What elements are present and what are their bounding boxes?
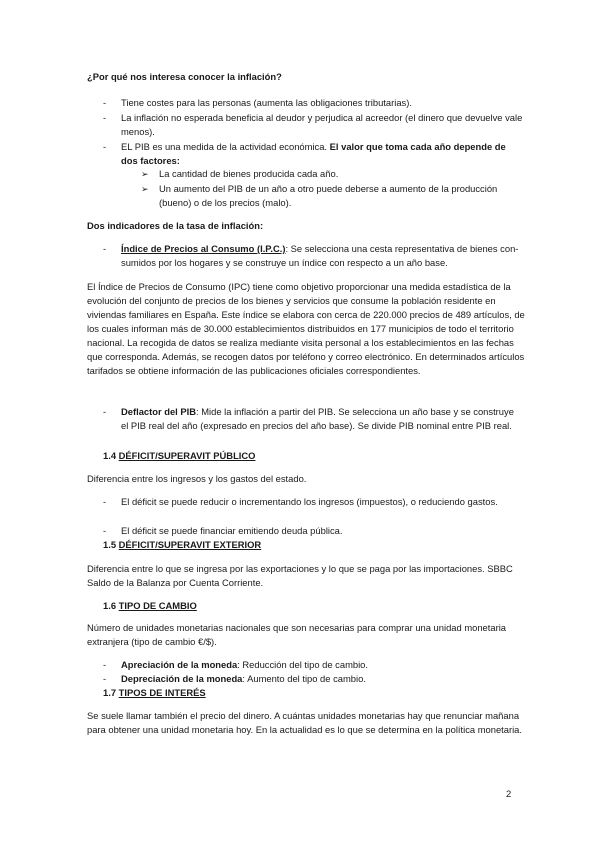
bullet-dash: - bbox=[103, 525, 107, 536]
section-title: TIPO DE CAMBIO bbox=[118, 600, 197, 611]
sec17-text: Se suele llamar también el precio del dinero. A cuántas unidades monetarias hay que renunciar mañana para obtener una unidad monetaria hoy. En la actualidad es lo que se determina en la política monetaria. bbox=[87, 710, 523, 735]
list-item-pib bbox=[121, 140, 523, 168]
bullet-dash: - bbox=[103, 243, 107, 254]
section-title: DÉFICIT/SUPERAVIT PÚBLICO bbox=[118, 450, 256, 461]
ipc-text: : Se selecciona una cesta representativa de bienes con- sumidos por los hogares y se construye un índice con respecto a un año base. bbox=[121, 243, 519, 268]
section-title: DÉFICIT/SUPERAVIT EXTERIOR bbox=[118, 539, 262, 550]
list-item: La inflación no esperada beneficia al deudor y perjudica al acreedor (el dinero que devuelve vale menos). bbox=[121, 112, 523, 137]
list-item: El déficit se puede reducir o incrementando los ingresos (impuestos), o reduciendo gastos. bbox=[121, 496, 498, 507]
page-number: 2 bbox=[506, 788, 512, 799]
list-item: El déficit se puede financiar emitiendo deuda pública. bbox=[121, 525, 343, 536]
list-item-apreciacion bbox=[121, 658, 523, 672]
depreciacion-text: : Aumento del tipo de cambio. bbox=[242, 673, 366, 684]
arrow-bullet-icon: ➢ bbox=[141, 184, 149, 194]
section-number: 1.7 bbox=[103, 687, 117, 698]
ipc-label: Índice de Precios al Consumo (I.P.C.) bbox=[121, 243, 286, 254]
list-item-depreciacion bbox=[121, 672, 523, 686]
heading-inflacion: ¿Por qué nos interesa conocer la inflación? bbox=[87, 71, 282, 82]
section-heading-1-6 bbox=[103, 599, 197, 613]
section-heading-1-4 bbox=[103, 449, 255, 463]
bullet-dash: - bbox=[103, 496, 107, 507]
section-number: 1.4 bbox=[103, 450, 117, 461]
deflactor-label: Deflactor del PIB bbox=[121, 406, 197, 417]
ipc-paragraph: El Índice de Precios de Consumo (IPC) tiene como objetivo proporcionar una medida estadística de la evolución del conjunto de precios de los bienes y servicios que consume la población residente en viviendas familiares en España. Este índice se elabora con cerca de 220.000 precios de 489 artículos, de los cuales informan más de 30.000 establecimientos distribuidos en 177 municipios de todo el territorio nacional. La recogida de datos se realiza mediante visita personal a los establecimientos en las fechas que corresponda. Además, se recogen datos por teléfono y correo electrónico. En determinados artículos tarifados se obtiene información de las publicaciones oficiales correspondientes. bbox=[87, 281, 525, 376]
list-item: Tiene costes para las personas (aumenta las obligaciones tributarias). bbox=[121, 97, 412, 108]
section-heading-1-7 bbox=[103, 686, 206, 700]
depreciacion-label: Depreciación de la moneda bbox=[121, 673, 243, 684]
arrow-bullet-icon: ➢ bbox=[141, 169, 149, 179]
apreciacion-label: Apreciación de la moneda bbox=[121, 659, 238, 670]
sec15-text: Diferencia entre lo que se ingresa por las exportaciones y lo que se paga por las importaciones. SBBC Saldo de la Balanza por Cuenta Corriente. bbox=[87, 563, 513, 588]
heading-indicadores: Dos indicadores de la tasa de inflación: bbox=[87, 220, 264, 231]
bullet-dash: - bbox=[103, 659, 107, 670]
apreciacion-text: : Reducción del tipo de cambio. bbox=[237, 659, 368, 670]
list-item-ipc bbox=[121, 242, 523, 270]
pib-bold-tail: El valor que toma cada año depende de dos factores: bbox=[121, 141, 506, 166]
bullet-dash: - bbox=[103, 112, 107, 123]
bullet-dash: - bbox=[103, 141, 107, 152]
bullet-dash: - bbox=[103, 406, 107, 417]
deflactor-text: : Mide la inflación a partir del PIB. Se selecciona un año base y se construye el PIB real del año (expresado en precios del año base). Se divide PIB nominal entre PIB real. bbox=[121, 406, 514, 431]
sec16-text: Número de unidades monetarias nacionales que son necesarias para comprar una unidad monetaria extranjera (tipo de cambio €/$). bbox=[87, 622, 507, 647]
section-number: 1.5 bbox=[103, 539, 117, 550]
sub-list-item: Un aumento del PIB de un año a otro puede deberse a aumento de la producción (bueno) o de los precios (malo). bbox=[159, 183, 498, 208]
sub-list-item: La cantidad de bienes producida cada año. bbox=[159, 168, 339, 179]
bullet-dash: - bbox=[103, 97, 107, 108]
section-title: TIPOS DE INTERÉS bbox=[118, 687, 206, 698]
section-number: 1.6 bbox=[103, 600, 117, 611]
pib-text: EL PIB es una medida de la actividad económica. bbox=[121, 141, 328, 152]
list-item-deflactor bbox=[121, 405, 523, 433]
sec14-intro: Diferencia entre los ingresos y los gastos del estado. bbox=[87, 473, 307, 484]
section-heading-1-5 bbox=[103, 538, 261, 552]
bullet-dash: - bbox=[103, 673, 107, 684]
